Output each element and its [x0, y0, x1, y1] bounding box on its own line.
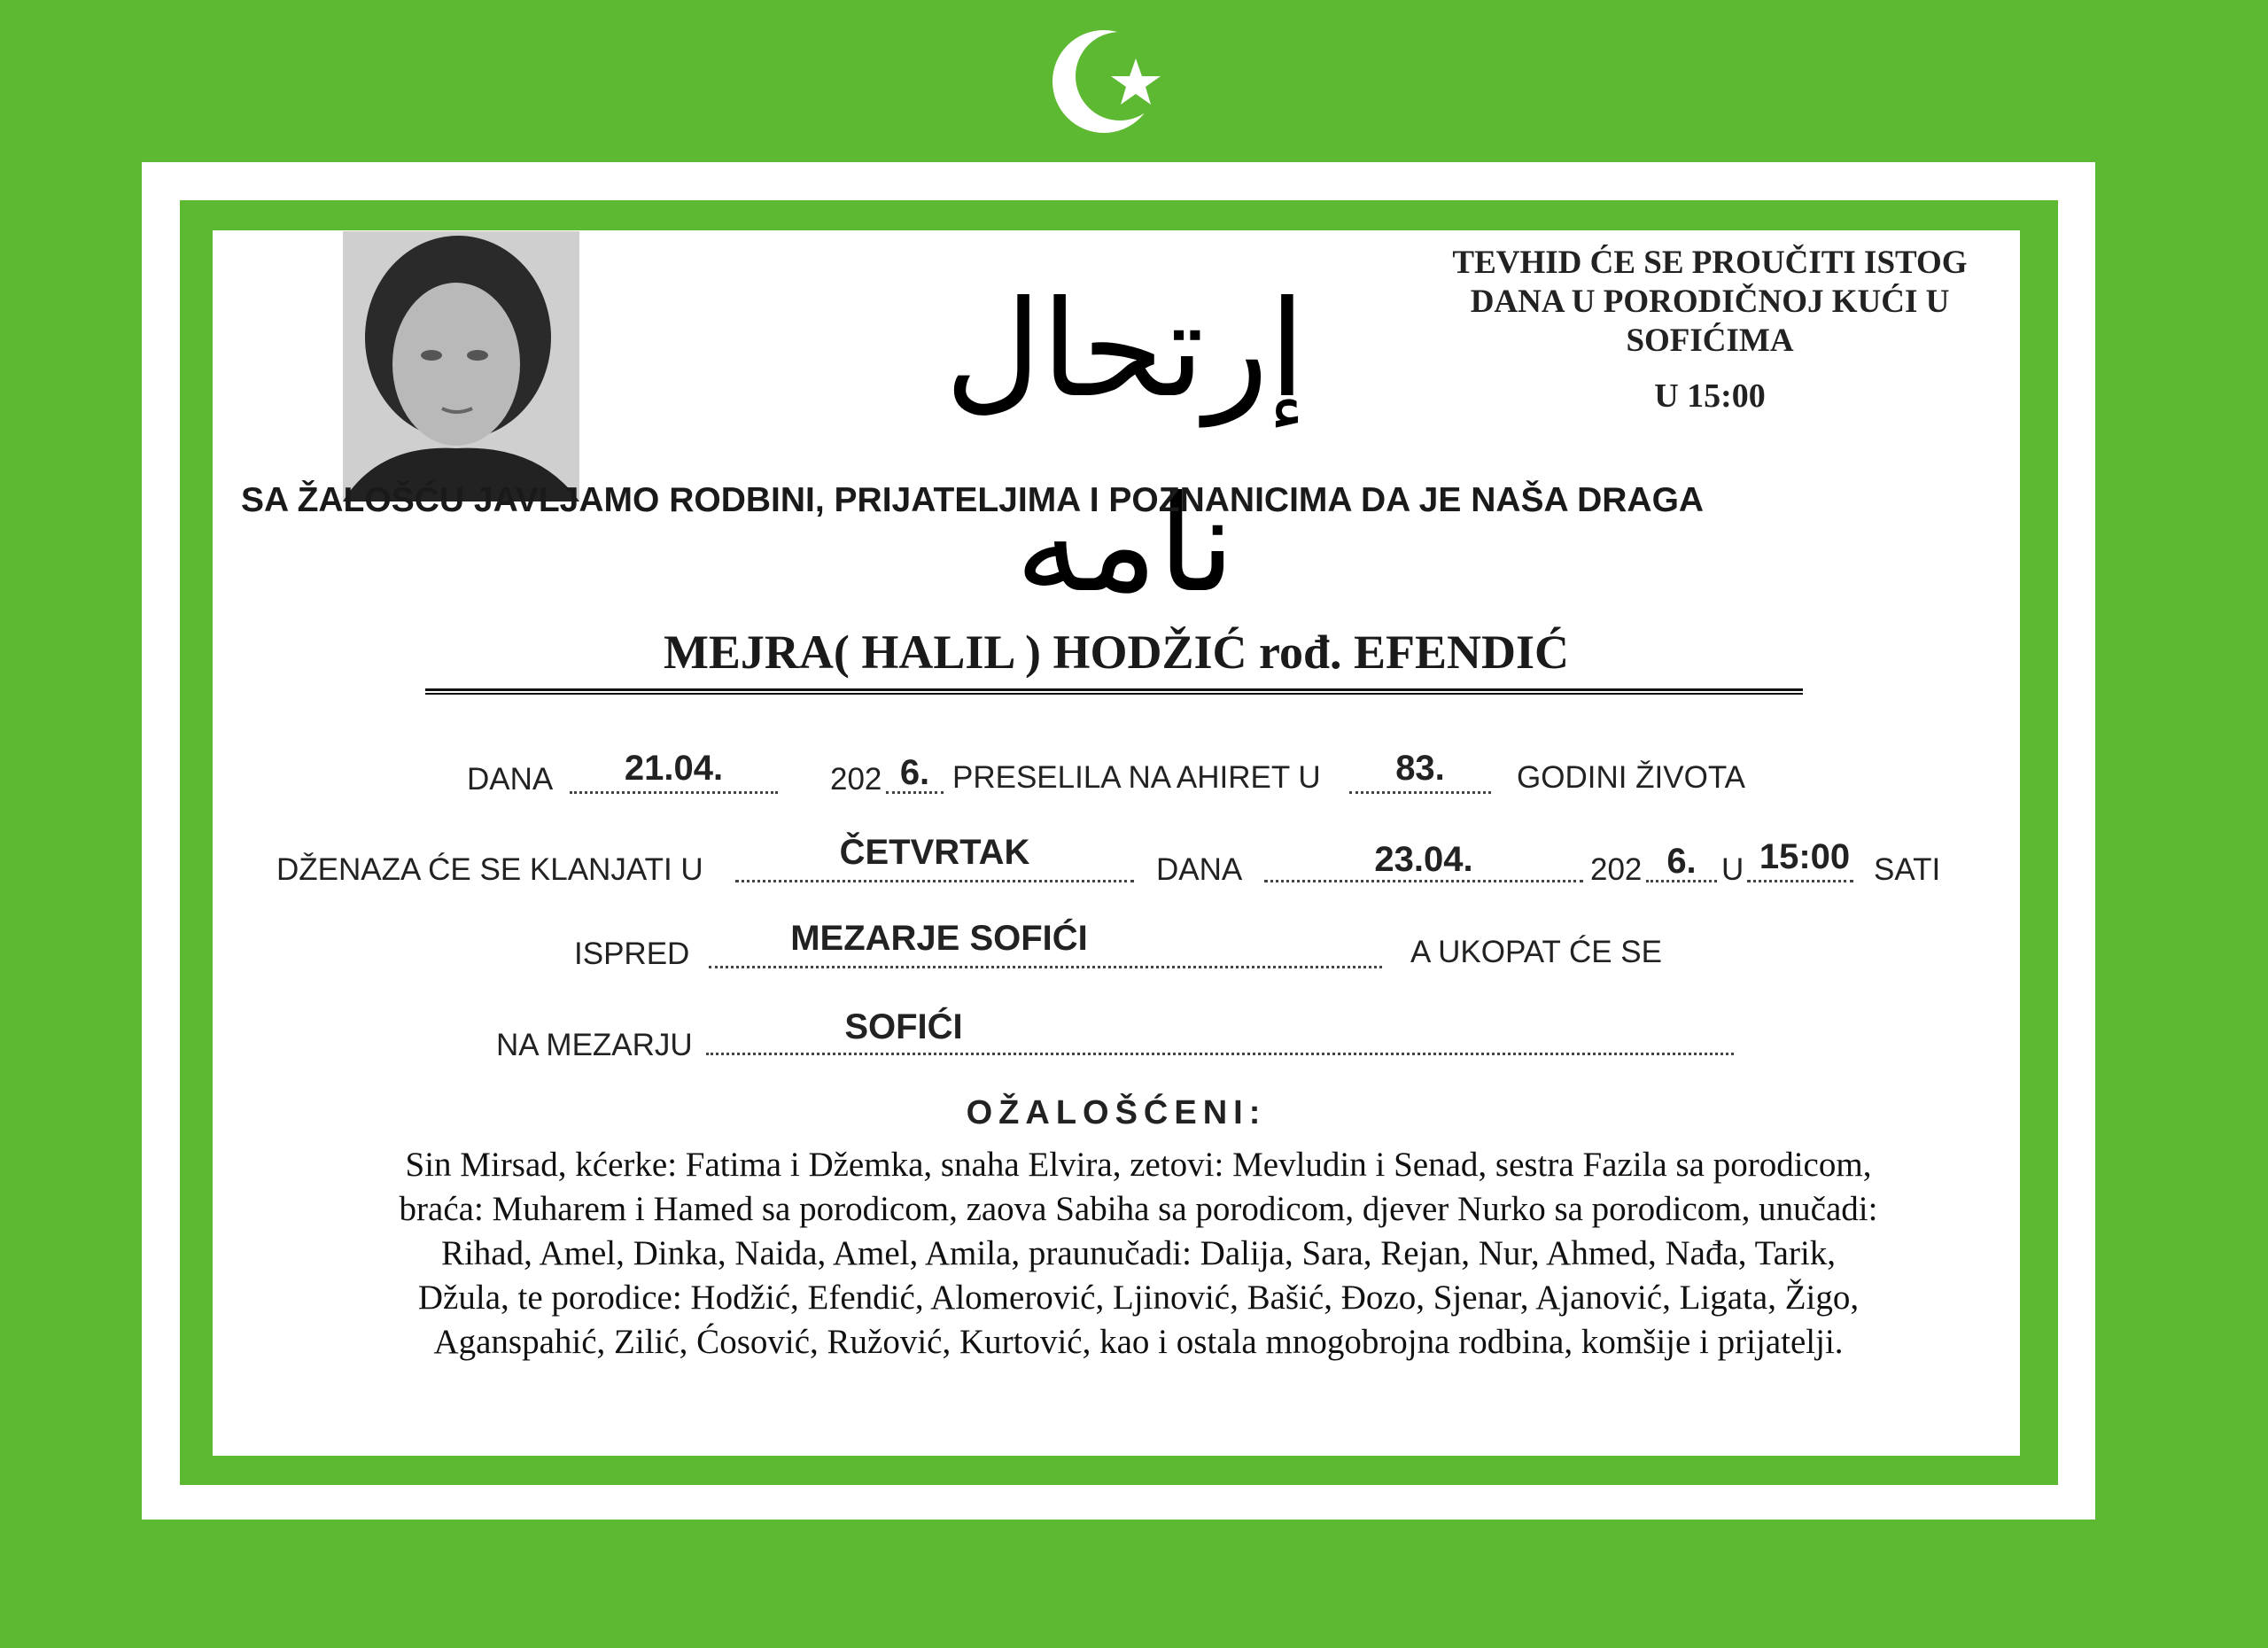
ispred-label: ISPRED — [574, 937, 690, 971]
prayer-time: 15:00 — [1759, 837, 1851, 876]
tevhid-line: SOFIĆIMA — [1626, 323, 1794, 359]
prayer-place: MEZARJE SOFIĆI — [790, 919, 1088, 958]
mourners-line: Džula, te porodice: Hodžić, Efendić, Alomerović, Ljinović, Bašić, Đozo, Sjenar, Ajanović, Ligata, Žigo, — [417, 1279, 1860, 1317]
dotted-line — [1264, 880, 1583, 882]
deceased-name: MEJRA( HALIL ) HODŽIĆ rođ. EFENDIĆ — [663, 626, 1570, 679]
tevhid-time: U 15:00 — [1654, 377, 1766, 415]
portrait-photo — [343, 231, 579, 501]
ukopat-label: A UKOPAT ĆE SE — [1410, 935, 1662, 969]
burial-place: SOFIĆI — [844, 1007, 963, 1046]
dotted-line — [570, 791, 778, 794]
death-year-suffix: 6. — [899, 753, 930, 792]
prayer-date: 23.04. — [1374, 840, 1473, 879]
mourners-line: braća: Muharem i Hamed sa porodicom, zaova Sabiha sa porodicom, djever Nurko sa porodicom, unučadi: — [399, 1190, 1878, 1228]
mourners-list — [239, 1143, 2038, 1364]
tevhid-notice — [1382, 244, 2038, 361]
arabic-title: إرتحال نامه — [944, 273, 1306, 622]
dotted-line — [735, 880, 1134, 882]
tevhid-line: TEVHID ĆE SE PROUČITI ISTOG — [1452, 245, 1968, 281]
mourners-line: Rihad, Amel, Dinka, Naida, Amel, Amila, praunučadi: Dalija, Sara, Rejan, Nur, Ahmed, Nađa, Tarik, — [440, 1234, 1837, 1272]
dzenaza-label: DŽENAZA ĆE SE KLANJATI U — [276, 852, 703, 887]
dotted-line — [709, 966, 1382, 968]
tevhid-line: DANA U PORODIČNOJ KUĆI U — [1470, 284, 1950, 320]
dana-label: DANA — [467, 762, 554, 797]
u-label: U — [1721, 852, 1744, 887]
name-underline — [425, 688, 1803, 695]
mourners-line: Aganspahić, Zilić, Ćosović, Ružović, Kurtović, kao i ostala mnogobrojna rodbina, komšije i prijatelji. — [433, 1323, 1844, 1361]
year-prefix: 202 — [1590, 852, 1643, 887]
godini-label: GODINI ŽIVOTA — [1517, 760, 1745, 795]
age-value: 83. — [1395, 749, 1445, 788]
dotted-line — [1747, 880, 1853, 882]
dotted-line — [706, 1053, 1734, 1055]
announcement-text: SA ŽALOŠĆU JAVLJAMO RODBINI, PRIJATELJIMA I POZNANICIMA DA JE NAŠA DRAGA — [241, 481, 1705, 519]
mourners-heading: OŽALOŠĆENI: — [966, 1094, 1267, 1131]
death-date: 21.04. — [624, 749, 724, 788]
mourners-line: Sin Mirsad, kćerke: Fatima i Džemka, snaha Elvira, zetovi: Mevludin i Senad, sestra Fazila sa porodicom, — [405, 1146, 1872, 1184]
na-mezarju-label: NA MEZARJU — [496, 1028, 693, 1062]
dotted-line — [1349, 791, 1491, 794]
prayer-year-suffix: 6. — [1666, 842, 1697, 881]
crescent-star-icon — [1045, 25, 1178, 140]
sati-label: SATI — [1874, 852, 1941, 887]
dana-label: DANA — [1156, 852, 1243, 887]
preselila-label: PRESELILA NA AHIRET U — [952, 760, 1321, 795]
year-prefix: 202 — [830, 762, 882, 797]
prayer-weekday: ČETVRTAK — [839, 833, 1030, 872]
